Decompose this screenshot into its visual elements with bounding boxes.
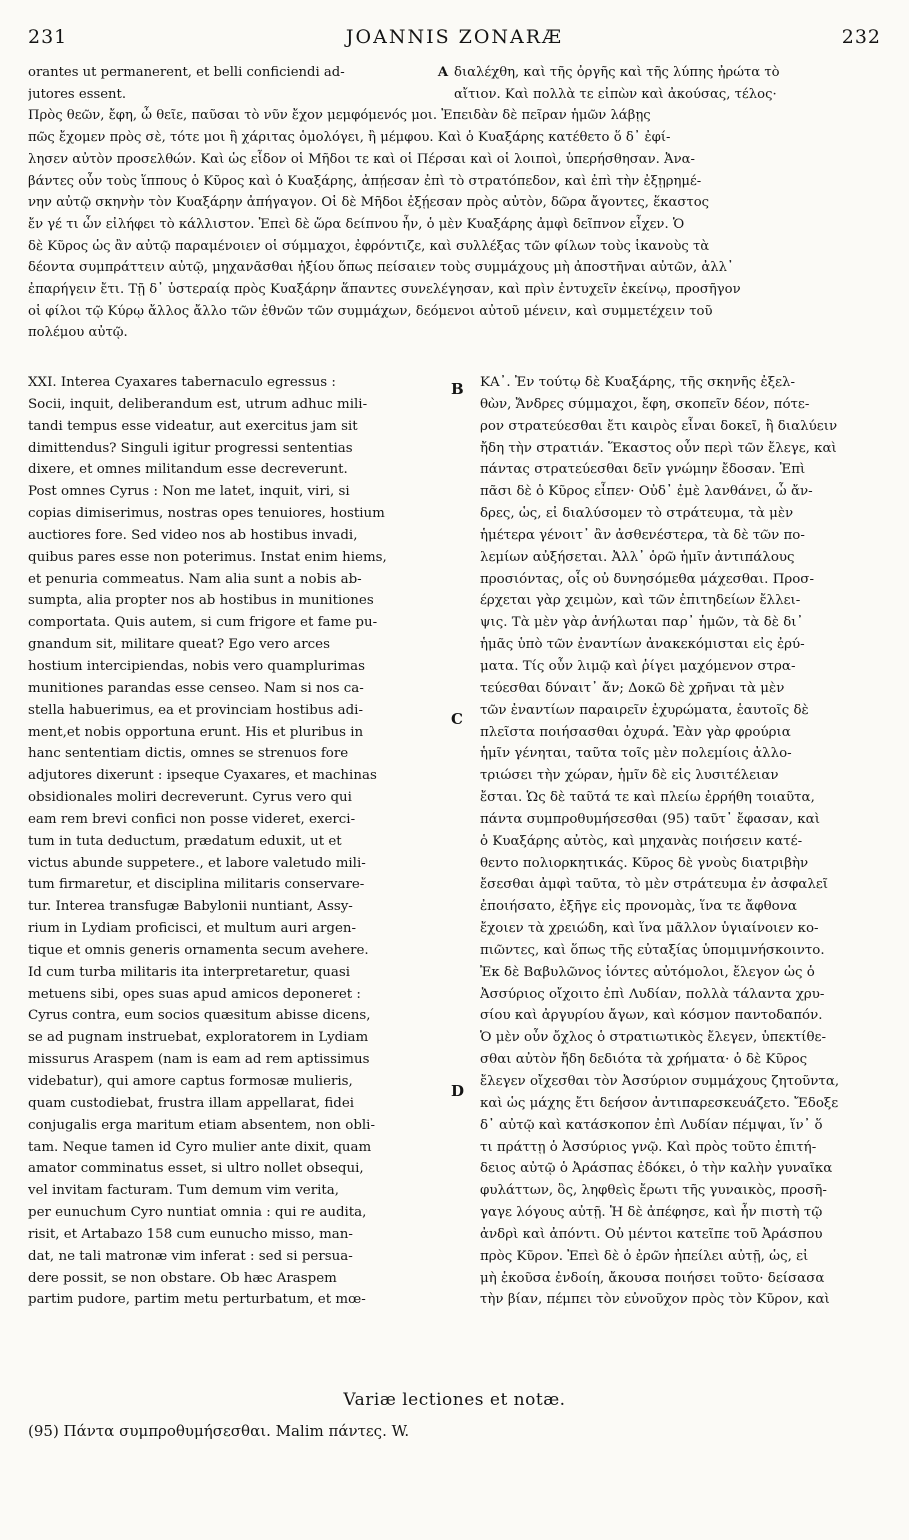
- top-line-greek: διαλέχθη, καὶ τῆς ὀργῆς καὶ τῆς λύπης ἠρώτα τὸ: [454, 65, 780, 80]
- latin-line: videbatur), qui amore captus formosæ mulieris,: [28, 1074, 353, 1089]
- greek-line: ἔχοιεν τὰ χρειώδη, καὶ ἵνα μᾶλλον ὑγιαίνοιεν κο-: [480, 921, 819, 937]
- top-line-latin: jutores essent.: [28, 86, 127, 102]
- greek-line: πᾶσι δὲ ὁ Κῦρος εἶπεν· Οὐδ᾽ ἐμὲ λανθάνει, ὦ ἄν-: [480, 484, 813, 500]
- latin-line: Socii, inquit, deliberandum est, utrum adhuc mili-: [28, 396, 368, 412]
- margin-marker-d: D: [451, 1082, 465, 1100]
- top-line: ἐπαρήγειν ἔτι. Τῇ δ᾽ ὑστεραίᾳ πρὸς Κυαξάρην ἅπαντες συνελέγησαν, καὶ πρὶν ἐντυχεῖν ἐκείνῳ, προσῆγον: [28, 282, 741, 298]
- top-line: [28, 62, 881, 84]
- top-line-marker: A: [437, 65, 449, 80]
- top-line: νην αὐτῷ σκηνὴν τὸν Κυαξάρην ἀπήγαγον. Οἱ δὲ Μῆδοι ἐξῄεσαν πρὸς αὐτὸν, δῶρα ἄγοντες, ἕκαστος: [28, 195, 710, 211]
- latin-line: quam custodiebat, frustra illam appellarat, fidei: [28, 1095, 355, 1111]
- latin-line: stella habuerimus, ea et provinciam hostibus adi-: [28, 702, 363, 718]
- greek-line: τὴν βίαν, πέμπει τὸν εὐνοῦχον πρὸς τὸν Κῦρον, καὶ: [480, 1292, 830, 1308]
- top-line-latin: orantes ut permanerent, et belli conficiendi ad-: [28, 65, 345, 80]
- top-line: οἱ φίλοι τῷ Κύρῳ ἄλλος ἄλλο τῶν ἐθνῶν τῶν συμμάχων, δεόμενοι αὐτοῦ μένειν, καὶ συμμετέχειν τοῦ: [28, 303, 713, 319]
- greek-line: Ἐκ δὲ Βαβυλῶνος ἰόντες αὐτόμολοι, ἔλεγον ὡς ὁ: [480, 964, 815, 980]
- greek-line: Ἀσσύριος οἴχοιτο ἐπὶ Λυδίαν, πολλὰ τάλαντα χρυ-: [480, 986, 825, 1002]
- latin-line: risit, et Artabazo 158 cum eunucho misso, man-: [28, 1226, 353, 1242]
- greek-line: ψις. Τὰ μὲν γὰρ ἀνήλωται παρ᾽ ἡμῶν, τὰ δὲ δι᾽: [480, 615, 804, 631]
- notes-title: Variæ lectiones et notæ.: [343, 1390, 566, 1410]
- latin-line: tam. Neque tamen id Cyro mulier ante dixit, quam: [28, 1139, 372, 1155]
- greek-line: δειος αὐτῷ ὁ Ἀράσπας ἐδόκει, ὁ τὴν καλὴν γυναῖκα: [480, 1161, 833, 1177]
- latin-line: dixere, et omnes militandum esse decreverunt.: [28, 462, 348, 478]
- margin-marker-c: C: [451, 710, 463, 728]
- greek-line: ΚΑ᾽. Ἐν τούτῳ δὲ Κυαξάρης, τῆς σκηνῆς ἐξελ-: [480, 375, 796, 390]
- top-line-marker: [432, 84, 454, 106]
- greek-line: ἡμᾶς ὑπὸ τῶν ἐναντίων ἀνακεκόμισται εἰς ἐρύ-: [480, 637, 805, 653]
- latin-line: Cyrus contra, eum socios quæsitum abisse dicens,: [28, 1008, 371, 1024]
- latin-column: [28, 372, 446, 1311]
- latin-line: dat, ne tali matronæ vim inferat : sed si persua-: [28, 1248, 353, 1264]
- latin-line: gnandum sit, militare queat? Ego vero arces: [28, 637, 330, 653]
- latin-line: tur. Interea transfugæ Babylonii nuntiant, Assy-: [28, 899, 353, 915]
- top-line: δέοντα συμπράττειν αὐτῷ, μηχανᾶσθαι ἠξίου ὅπως πείσαιεν τοὺς συμμάχους μὴ ἀποστῆναι αὐτῶν, ἀλλ᾽: [28, 260, 734, 276]
- greek-line: τι πράττῃ ὁ Ἀσσύριος γνῷ. Καὶ πρὸς τοῦτο ἐπιτή-: [480, 1139, 817, 1155]
- greek-line: Ὁ μὲν οὖν ὄχλος ὁ στρατιωτικὸς ἔλεγεν, ὑπεκτίθε-: [480, 1030, 826, 1046]
- greek-line: σίου καὶ ἀργυρίου ἄγων, καὶ κόσμον παντοδαπόν.: [480, 1008, 823, 1024]
- latin-line: tique et omnis generis ornamenta secum avehere.: [28, 942, 369, 958]
- top-line: [28, 84, 881, 106]
- greek-line: πλεῖστα ποιήσασθαι ὀχυρά. Ἐὰν γὰρ φρούρια: [480, 724, 791, 740]
- latin-line: quibus pares esse non poterimus. Instat enim hiems,: [28, 549, 387, 565]
- latin-line: se ad pugnam instruebat, exploratorem in Lydiam: [28, 1030, 369, 1046]
- greek-line: λεμίων αὐξήσεται. Ἀλλ᾽ ὁρῶ ἡμῖν ἀντιπάλους: [480, 549, 795, 565]
- latin-line: victus abunde suppetere., et labore valetudo mili-: [28, 855, 366, 871]
- latin-line: metuens sibi, opes suas apud amicos deponeret :: [28, 986, 361, 1002]
- greek-line: φυλάττων, ὃς, ληφθεὶς ἔρωτι τῆς γυναικὸς, προσῆ-: [480, 1183, 827, 1199]
- greek-line: ἡμέτερα γένοιτ᾽ ἂν ἀσθενέστερα, τὰ δὲ τῶν πο-: [480, 527, 805, 543]
- greek-line: προσιόντας, οἷς οὐ δυνησόμεθα μάχεσθαι. Προσ-: [480, 571, 814, 587]
- greek-line: πάντας στρατεύεσθαι δεῖν γνώμην ἔδοσαν. Ἐπὶ: [480, 462, 806, 478]
- top-text-block: [28, 62, 881, 344]
- latin-line: XXI. Interea Cyaxares tabernaculo egressus :: [28, 375, 336, 390]
- latin-line: adjutores dixerunt : ipseque Cyaxares, et machinas: [28, 768, 377, 784]
- greek-line: πρὸς Κῦρον. Ἐπεὶ δὲ ὁ ἐρῶν ἠπείλει αὐτῇ, ὡς, εἰ: [480, 1248, 809, 1264]
- latin-line: tandi tempus esse videatur, aut exercitus jam sit: [28, 418, 358, 434]
- latin-line: dere possit, se non obstare. Ob hæc Araspem: [28, 1270, 337, 1286]
- latin-line: vel invitam facturam. Tum demum vim verita,: [28, 1183, 340, 1199]
- greek-line: ἔσται. Ὡς δὲ ταῦτά τε καὶ πλείω ἐρρήθη τοιαῦτα,: [480, 790, 815, 806]
- page-number-right: 232: [841, 26, 881, 48]
- latin-line: missurus Araspem (nam is eam ad rem aptissimus: [28, 1052, 370, 1068]
- top-line: πῶς ἔχομεν πρὸς σὲ, τότε μοι ἢ χάριτας ὁμολόγει, ἢ μέμφου. Καὶ ὁ Κυαξάρης κατέθετο ὅ δ᾽ ἐφί-: [28, 130, 671, 146]
- latin-line: conjugalis erga maritum etiam absentem, non obli-: [28, 1117, 375, 1133]
- greek-line: ἀνδρὶ καὶ ἀπόντι. Οὐ μέντοι κατεῖπε τοῦ Ἀράσπου: [480, 1226, 823, 1242]
- page-number-left: 231: [28, 26, 68, 48]
- top-line: λησεν αὐτὸν προσελθών. Καὶ ὡς εἶδον οἱ Μῆδοι τε καὶ οἱ Πέρσαι καὶ οἱ λοιποὶ, ὑπερήσθησαν. Ἀνα-: [28, 151, 695, 167]
- top-line: βάντες οὖν τοὺς ἵππους ὁ Κῦρος καὶ ὁ Κυαξάρης, ἀπῄεσαν ἐπὶ τὸ στρατόπεδον, καὶ ἐπὶ τὴν ἐξῃρημέ-: [28, 173, 702, 189]
- latin-line: copias dimiserimus, nostras opes tenuiores, hostium: [28, 506, 385, 522]
- greek-line: καὶ ὡς μάχης ἔτι δεήσον ἀντιπαρεσκευάζετο. Ἔδοξε: [480, 1095, 839, 1111]
- latin-line: sumpta, alia propter nos ab hostibus in munitiones: [28, 593, 374, 609]
- greek-column: [480, 372, 882, 1311]
- greek-line: πάντα συμπροθυμήσεσθαι (95) ταῦτ᾽ ἔφασαν, καὶ: [480, 811, 820, 827]
- latin-line: Post omnes Cyrus : Non me latet, inquit, viri, si: [28, 484, 350, 500]
- latin-line: Id cum turba militaris ita interpretaretur, quasi: [28, 964, 351, 980]
- greek-line: γαγε λόγους αὐτῇ. Ἡ δὲ ἀπέφησε, καὶ ἦν πιστὴ τῷ: [480, 1205, 823, 1221]
- greek-line: σθαι αὐτὸν ἤδη δεδιότα τὰ χρήματα· ὁ δὲ Κῦρος: [480, 1052, 808, 1068]
- latin-line: tum in tuta deductum, prædatum eduxit, ut et: [28, 833, 342, 849]
- running-head: [28, 26, 881, 56]
- greek-line: τῶν ἐναντίων παραιρεῖν ἐχυρώματα, ἑαυτοῖς δὲ: [480, 702, 809, 718]
- notes-line: (95) Πάντα συμπροθυμήσεσθαι. Malim πάντες. W.: [28, 1422, 410, 1440]
- greek-line: ἡμῖν γένηται, ταῦτα τοῖς μὲν πολεμίοις ἀλλο-: [480, 746, 792, 762]
- greek-line: ἐποιήσατο, ἐξῆγε εἰς προνομὰς, ἵνα τε ἄφθονα: [480, 899, 797, 915]
- greek-line: ματα. Τίς οὖν λιμῷ καὶ ῥίγει μαχόμενον στρα-: [480, 658, 796, 674]
- greek-line: έρχεται γὰρ χειμὼν, καὶ τῶν ἐπιτηδείων ἔλλει-: [480, 593, 801, 609]
- latin-line: amator comminatus esset, si ultro nollet obsequi,: [28, 1161, 364, 1177]
- top-line: ἔν γέ τι ὧν εἰλήφει τὸ κάλλιστον. Ἐπεὶ δὲ ὥρα δείπνου ἦν, ὁ μὲν Κυαξάρης ἀμφὶ δεῖπνον εἶχεν. Ὁ: [28, 216, 685, 232]
- top-line-greek: αἴτιον. Καὶ πολλὰ τε εἰπὼν καὶ ἀκούσας, τέλος·: [454, 86, 777, 102]
- greek-line: δ᾽ αὐτῷ καὶ κατάσκοπον ἐπὶ Λυδίαν πέμψαι, ἵν᾽ ὅ: [480, 1117, 823, 1133]
- latin-line: comportata. Quis autem, si cum frigore et fame pu-: [28, 615, 378, 631]
- latin-line: partim pudore, partim metu perturbatum, et mœ-: [28, 1292, 366, 1308]
- latin-line: hanc sententiam dictis, omnes se strenuos fore: [28, 746, 349, 762]
- latin-line: munitiones parandas esse censeo. Nam si nos ca-: [28, 680, 364, 696]
- greek-line: θὼν, Ἄνδρες σύμμαχοι, ἔφη, σκοπεῖν δέον, πότε-: [480, 396, 810, 412]
- latin-line: ment,et nobis opportuna erunt. His et pluribus in: [28, 724, 364, 740]
- latin-line: obsidionales moliri decreverunt. Cyrus vero qui: [28, 790, 352, 806]
- greek-line: ἔλεγεν οἴχεσθαι τὸν Ἀσσύριον συμμάχους ζητοῦντα,: [480, 1074, 840, 1089]
- greek-line: μὴ ἑκοῦσα ἐνδοίη, ἄκουσα ποιήσει τοῦτο· δείσασα: [480, 1270, 825, 1286]
- greek-line: ἔσεσθαι ἀμφὶ ταῦτα, τὸ μὲν στράτευμα ἐν ἀσφαλεῖ: [480, 877, 829, 893]
- latin-line: dimittendus? Singuli igitur progressi sententias: [28, 440, 353, 456]
- top-line: δὲ Κῦρος ὡς ἂν αὐτῷ παραμένοιεν οἱ σύμμαχοι, ἐφρόντιζε, καὶ συλλέξας τῶν φίλων τοὺς ἱκανοὺς τὰ: [28, 238, 710, 254]
- latin-line: tum firmaretur, et disciplina militaris conservare-: [28, 877, 365, 893]
- latin-line: auctiores fore. Sed video nos ab hostibus invadi,: [28, 527, 358, 543]
- greek-line: τεύεσθαι δύναιτ᾽ ἄν; Δοκῶ δὲ χρῆναι τὰ μὲν: [480, 680, 785, 696]
- greek-line: τριώσει τὴν χώραν, ἡμῖν δὲ εἰς λυσιτέλειαν: [480, 768, 779, 784]
- greek-line: πιῶντες, καὶ ὅπως τῆς εὐταξίας ὑπομιμνήσκοιντο.: [480, 942, 825, 958]
- greek-line: δρες, ὡς, εἰ διαλύσομεν τὸ στράτευμα, τὰ μὲν: [480, 506, 794, 522]
- latin-line: hostium intercipiendas, nobis vero quamplurimas: [28, 658, 366, 674]
- latin-line: per eunuchum Cyro nuntiat omnia : qui re audita,: [28, 1205, 367, 1221]
- greek-line: ἤδη τὴν στρατιάν. Ἕκαστος οὖν περὶ τῶν ἔλεγε, καὶ: [480, 440, 837, 456]
- top-line: Πρὸς θεῶν, ἔφη, ὦ θεῖε, παῦσαι τὸ νῦν ἔχον μεμφόμενός μοι. Ἐπειδὰν δὲ πεῖραν ἡμῶν λάβῃς: [28, 108, 651, 124]
- latin-line: rium in Lydiam proficisci, et multum auri argen-: [28, 921, 357, 937]
- greek-line: ρον στρατεύεσθαι ἔτι καιρὸς εἶναι δοκεῖ, ἢ διαλύειν: [480, 418, 838, 434]
- latin-line: eam rem brevi confici non posse videret, exerci-: [28, 811, 356, 827]
- greek-line: θεντο πολιορκητικάς. Κῦρος δὲ γνοὺς διατριβὴν: [480, 855, 809, 871]
- latin-line: et penuria commeatus. Nam alia sunt a nobis ab-: [28, 571, 362, 587]
- top-line: πολέμου αὐτῷ.: [28, 325, 128, 341]
- greek-line: ὁ Κυαξάρης αὐτὸς, καὶ μηχανὰς ποιήσειν κατέ-: [480, 833, 803, 849]
- running-title: JOANNIS ZONARÆ: [345, 26, 564, 48]
- margin-marker-b: B: [451, 380, 464, 398]
